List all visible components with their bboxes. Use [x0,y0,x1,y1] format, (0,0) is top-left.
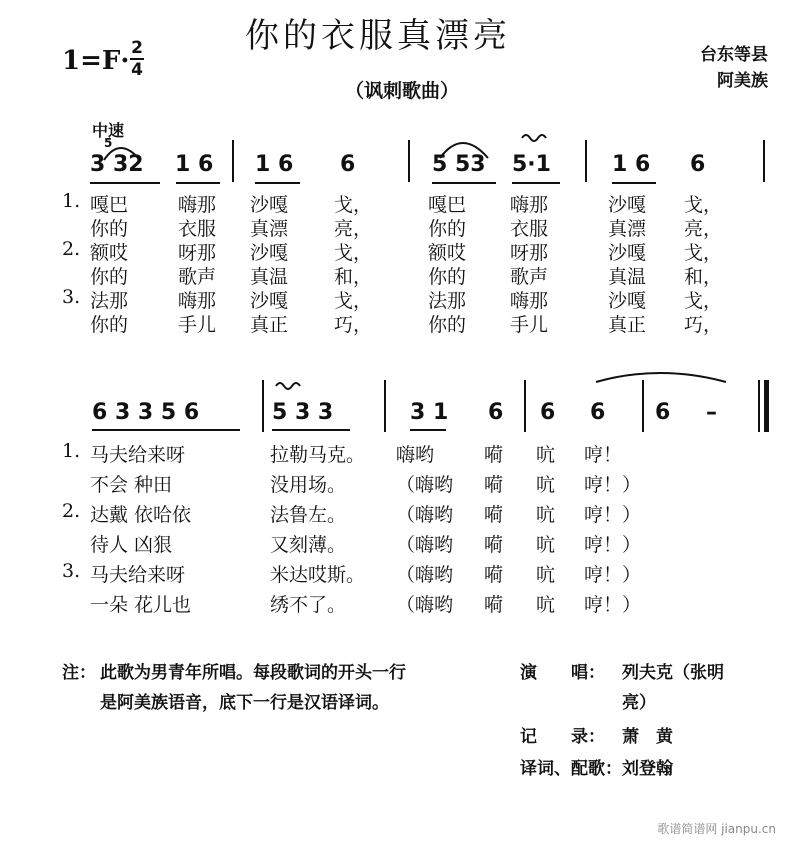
lyric-cell: 哼！） [584,534,642,556]
lyric-cell: （嗨哟 [396,474,454,496]
lyric-cell: 你的 [428,218,467,240]
lyric-cell: 嗬 [484,504,504,526]
lyric-cell: 嗬 [484,474,504,496]
lyric-cell: 吭 [536,474,556,496]
song-subtitle: （讽刺歌曲） [345,80,460,102]
lyric-cell: 哼！） [584,474,642,496]
note-group: 6 [340,152,356,177]
credit-value: 萧 黄 [622,727,673,747]
lyric-cell: 你的 [90,314,129,336]
credit-value: 列夫克（张明 [622,663,724,683]
lyric-cell: 法鲁左。 [270,504,347,526]
note-text-line1: 此歌为男青年所唱。每段歌词的开头一行 [100,663,406,683]
note-group: 5·1 [512,152,551,177]
lyric-cell: 真温 [608,266,647,288]
song-title: 你的衣服真漂亮 [245,16,511,56]
note-group: 3 32 [90,152,144,177]
lyric-cell: 嗨那 [510,194,549,216]
lyric-cell: 亮， [684,218,723,240]
lyric-cell: 吭 [536,444,556,466]
lyric-cell: 米达哎斯。 [270,564,366,586]
note-group: 6 3 3 5 6 [92,400,200,425]
lyric-cell: （嗨哟 [396,534,454,556]
lyric-cell: （嗨哟 [396,504,454,526]
lyric-cell: 你的 [428,314,467,336]
tempo-marking: 中速 [92,121,125,140]
lyric-cell: 戈， [334,242,373,264]
note-group: 1 6 [255,152,294,177]
lyric-cell: 嗬 [484,534,504,556]
lyric-cell: 巧， [334,314,373,336]
credit-label: 译词、配歌： [520,759,622,779]
note-group: 6 [590,400,606,425]
credit-label: 演 唱： [520,663,605,683]
lyric-cell: 拉勒马克。 [270,444,366,466]
note-group: 5 3 3 [272,400,334,425]
trill-mark [522,135,546,141]
lyric-cell: 歌声 [178,266,217,288]
lyric-cell: 额哎 [90,242,129,264]
watermark: 歌谱简谱网 jianpu.cn [657,822,776,836]
lyric-cell: 嗬 [484,444,504,466]
verse-number: 2. [62,238,81,260]
lyric-cell: 额哎 [428,242,467,264]
lyric-cell: 绣不了。 [270,594,347,616]
credit-value: 刘登翰 [622,759,673,779]
verse-number: 2. [62,500,81,522]
lyric-cell: 法那 [90,290,129,312]
lyric-cell: 吭 [536,594,556,616]
lyric-cell: 哼！） [584,564,642,586]
lyric-cell: 戈， [334,290,373,312]
note-group: 1 6 [612,152,651,177]
lyric-cell: 嗬 [484,564,504,586]
lyric-cell: 真正 [250,314,289,336]
verse-number: 3. [62,286,81,308]
note-group: 5 53 [432,152,486,177]
lyric-cell: 巧， [684,314,723,336]
lyric-cell: 沙嘎 [608,194,647,216]
lyric-cell: 哼！） [584,504,642,526]
lyric-cell: 衣服 [178,218,217,240]
lyric-cell: 和， [684,266,723,288]
lyric-cell: 马夫给来呀 [90,444,186,466]
lyric-cell: 呀那 [510,242,549,264]
note-group: 6 [655,400,671,425]
lyric-cell: 嗬 [484,594,504,616]
lyric-cell: 和， [334,266,373,288]
lyric-cell: （嗨哟 [396,564,454,586]
note-label: 注： [62,663,96,683]
lyric-cell: 嗨那 [178,194,217,216]
lyric-cell: 真漂 [250,218,289,240]
meter-bottom: 4 [131,60,143,80]
lyric-cell: 哼！ [584,444,623,466]
lyric-cell: 吭 [536,534,556,556]
lyric-cell: 法那 [428,290,467,312]
lyric-cell: 呀那 [178,242,217,264]
grace-note: 5 [104,136,113,150]
lyric-cell: 沙嘎 [250,290,289,312]
lyric-cell: 嗨哟 [396,444,435,466]
lyric-cell: 歌声 [510,266,549,288]
note-group: 1 6 [175,152,214,177]
lyric-cell: 不会 种田 [90,474,173,496]
lyric-cell: 马夫给来呀 [90,564,186,586]
lyric-cell: 真温 [250,266,289,288]
lyric-cell: 吭 [536,504,556,526]
lyric-cell: 真正 [608,314,647,336]
verse-number: 1. [62,190,81,212]
lyric-cell: 手儿 [178,314,217,336]
lyric-cell: 戈， [684,194,723,216]
lyric-cell: 真漂 [608,218,647,240]
lyric-cell: 哼！） [584,594,642,616]
verse-number: 3. [62,560,81,582]
origin-ethnicity: 阿美族 [717,71,768,91]
lyric-cell: 达戴 依哈依 [90,504,192,526]
lyric-cell: 嘎巴 [90,194,129,216]
slur [596,373,726,382]
lyric-cell: 你的 [428,266,467,288]
meter-top: 2 [131,38,143,58]
note-group: 6 [488,400,504,425]
lyric-cell: 沙嘎 [250,194,289,216]
lyric-cell: 待人 凶狠 [90,534,173,556]
lyric-cell: 戈， [334,194,373,216]
slur [104,148,140,160]
credit-label: 记 录： [520,727,605,747]
trill-mark [276,383,300,389]
lyric-cell: 没用场。 [270,474,347,496]
lyric-cell: 沙嘎 [250,242,289,264]
key-signature: 1=F· [62,46,130,76]
verse-number: 1. [62,440,81,462]
lyric-cell: 亮， [334,218,373,240]
note-group: – [706,400,717,425]
lyric-cell: 你的 [90,218,129,240]
note-text-line2: 是阿美族语音，底下一行是汉语译词。 [100,693,389,713]
origin-region: 台东等县 [700,45,768,65]
lyric-cell: 嗨那 [510,290,549,312]
lyric-cell: 沙嘎 [608,290,647,312]
lyric-cell: 戈， [684,242,723,264]
lyric-cell: 又刻薄。 [270,534,347,556]
slur [440,143,488,158]
lyric-cell: 沙嘎 [608,242,647,264]
lyric-cell: （嗨哟 [396,594,454,616]
note-group: 3 1 [410,400,449,425]
lyric-cell: 衣服 [510,218,549,240]
note-group: 6 [690,152,706,177]
lyric-cell: 吭 [536,564,556,586]
lyric-cell: 一朵 花儿也 [90,594,192,616]
lyric-cell: 嗨那 [178,290,217,312]
credit-value: 亮） [622,693,656,713]
note-group: 6 [540,400,556,425]
lyric-cell: 手儿 [510,314,549,336]
lyric-cell: 戈， [684,290,723,312]
lyric-cell: 你的 [90,266,129,288]
lyric-cell: 嘎巴 [428,194,467,216]
